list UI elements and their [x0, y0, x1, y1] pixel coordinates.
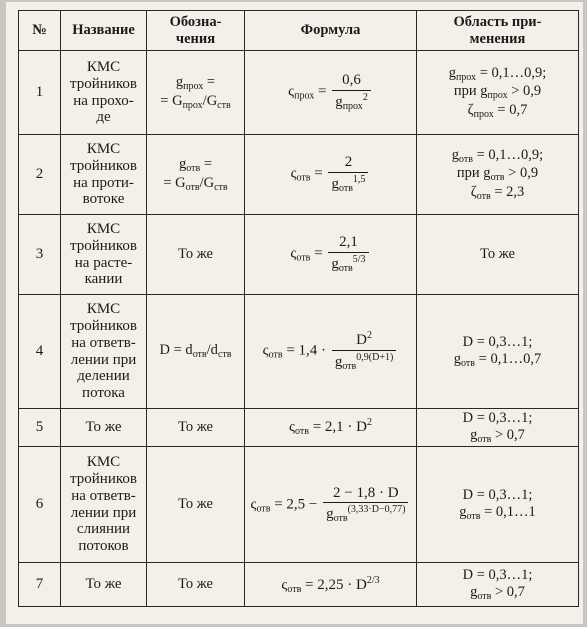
header-formula: Формула: [245, 11, 417, 51]
row-num: 6: [19, 447, 61, 563]
header-row: [19, 11, 579, 51]
header-notation: Обозна- чения: [147, 11, 245, 51]
row-area: $g_{отв}$ = 0,1…0,9; при $g_{отв} > 0,9$ $\zeta_{отв} = 2,3$: [417, 135, 579, 215]
row-name: То же: [61, 563, 147, 607]
row-notation: То же: [147, 447, 245, 563]
table-row: [19, 51, 579, 135]
row-name: КМС тройников на расте- кании: [61, 215, 147, 295]
row-formula: $\varsigma_{отв} = 2,5$ − $\frac{2 - 1,8 \cdot D}{g_{отв}^{(3,33\cdot D-0,77)}}$: [245, 447, 417, 563]
row-notation: То же: [147, 409, 245, 447]
row-num: 2: [19, 135, 61, 215]
fraction: $\frac{2 - 1,8 \cdot D}{g_{отв}^{(3,33\cdot D-0,77)}}$: [323, 485, 408, 525]
row-formula: $\varsigma_{отв} = 2,25 \cdot D^{2/3}$: [245, 563, 417, 607]
row-name: То же: [61, 409, 147, 447]
tee-resistance-table: [18, 10, 579, 607]
row-formula: $\varsigma_{отв} = 2,1 \cdot D^2$: [245, 409, 417, 447]
table-row: [19, 135, 579, 215]
row-formula: $\varsigma_{прох}$ = $\frac{0,6}{g_{прох}^2}$: [245, 51, 417, 135]
row-notation: $g_{отв}$ = = $G_{отв}/G_{ств}$: [147, 135, 245, 215]
header-name: Название: [61, 11, 147, 51]
fraction: $\frac{2,1}{g_{отв}^{5/3}}$: [328, 234, 368, 274]
row-area: D = 0,3…1; $g_{отв}$ = 0,1…1: [417, 447, 579, 563]
row-num: 7: [19, 563, 61, 607]
row-notation: $D = d_{отв}/d_{ств}$: [147, 295, 245, 409]
row-name: КМС тройников на проти- вотоке: [61, 135, 147, 215]
row-name: КМС тройников на прохо- де: [61, 51, 147, 135]
book-page: [6, 2, 583, 624]
row-notation: $g_{прох}$ = = $G_{прох}/G_{ств}$: [147, 51, 245, 135]
row-name: КМС тройников на ответв- лении при слиянии потоков: [61, 447, 147, 563]
row-num: 3: [19, 215, 61, 295]
row-notation: То же: [147, 563, 245, 607]
row-formula: $\varsigma_{отв} = 1,4$ · $\frac{D^2}{g_{отв}^{0,9(D+1)}}$: [245, 295, 417, 409]
row-name: КМС тройников на ответв- лении при делении потока: [61, 295, 147, 409]
header-num: №: [19, 11, 61, 51]
row-area: D = 0,3…1; $g_{отв}$ = 0,1…0,7: [417, 295, 579, 409]
row-num: 4: [19, 295, 61, 409]
fraction: $\frac{0,6}{g_{прох}^2}$: [332, 72, 371, 112]
table-row: [19, 215, 579, 295]
row-num: 5: [19, 409, 61, 447]
fraction: $\frac{D^2}{g_{отв}^{0,9(D+1)}}$: [332, 330, 397, 372]
table-row: [19, 295, 579, 409]
row-area: D = 0,3…1; $g_{отв} > 0,7$: [417, 563, 579, 607]
table-row: [19, 563, 579, 607]
row-area: $g_{прох}$ = 0,1…0,9; при $g_{прох} > 0,9$ $\zeta_{прох} = 0,7$: [417, 51, 579, 135]
row-formula: $\varsigma_{отв}$ = $\frac{2}{g_{отв}^{1,5}}$: [245, 135, 417, 215]
table-row: [19, 447, 579, 563]
row-notation: То же: [147, 215, 245, 295]
header-area: Область при- менения: [417, 11, 579, 51]
row-num: 1: [19, 51, 61, 135]
table-row: [19, 409, 579, 447]
row-formula: $\varsigma_{отв}$ = $\frac{2,1}{g_{отв}^{5/3}}$: [245, 215, 417, 295]
row-area: То же: [417, 215, 579, 295]
row-area: D = 0,3…1; $g_{отв} > 0,7$: [417, 409, 579, 447]
fraction: $\frac{2}{g_{отв}^{1,5}}$: [328, 154, 368, 194]
